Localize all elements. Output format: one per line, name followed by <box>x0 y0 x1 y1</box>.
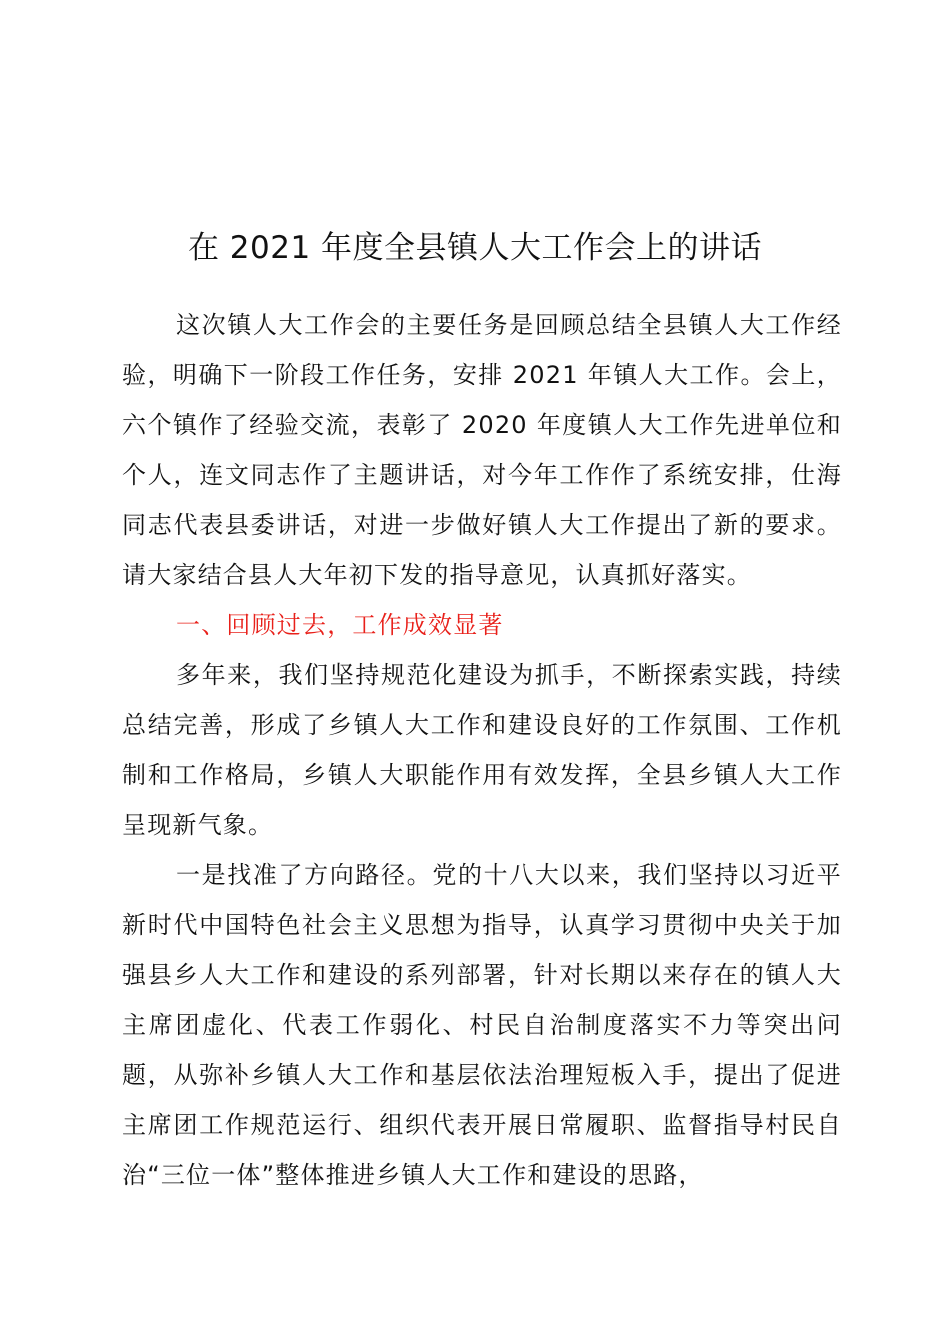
section-heading-review: 一、回顾过去，工作成效显著 <box>176 611 504 639</box>
document-title: 在 2021 年度全县镇人大工作会上的讲话 <box>187 230 763 266</box>
paragraph-direction: 一是找准了方向路径。党的十八大以来，我们坚持以习近平新时代中国特色社会主义思想为指导，认真学习贯彻中央关于加强县乡人大工作和建设的系列部署，针对长期以来存在的镇人大主席团虚化、代表工作弱化、村民自治制度落实不力等突出问题，从弥补乡镇人大工作和基层依法治理短板入手，提出了促进主席团工作规范运行、组织代表开展日常履职、监督指导村民自治“三位一体”整体推进乡镇人大工作和建设的思路， <box>122 861 842 1189</box>
document-body <box>122 300 842 1200</box>
paragraph-intro: 这次镇人大工作会的主要任务是回顾总结全县镇人大工作经验，明确下一阶段工作任务，安排 2021 年镇人大工作。会上，六个镇作了经验交流，表彰了 2020 年度镇人大工作先进单位和个人，连文同志作了主题讲话，对今年工作作了系统安排，仕海同志代表县委讲话，对进一步做好镇人大工作提出了新的要求。请大家结合县人大年初下发的指导意见，认真抓好落实。 <box>122 311 842 589</box>
paragraph-overview: 多年来，我们坚持规范化建设为抓手，不断探索实践，持续总结完善，形成了乡镇人大工作和建设良好的工作氛围、工作机制和工作格局，乡镇人大职能作用有效发挥，全县乡镇人大工作呈现新气象。 <box>122 661 842 839</box>
